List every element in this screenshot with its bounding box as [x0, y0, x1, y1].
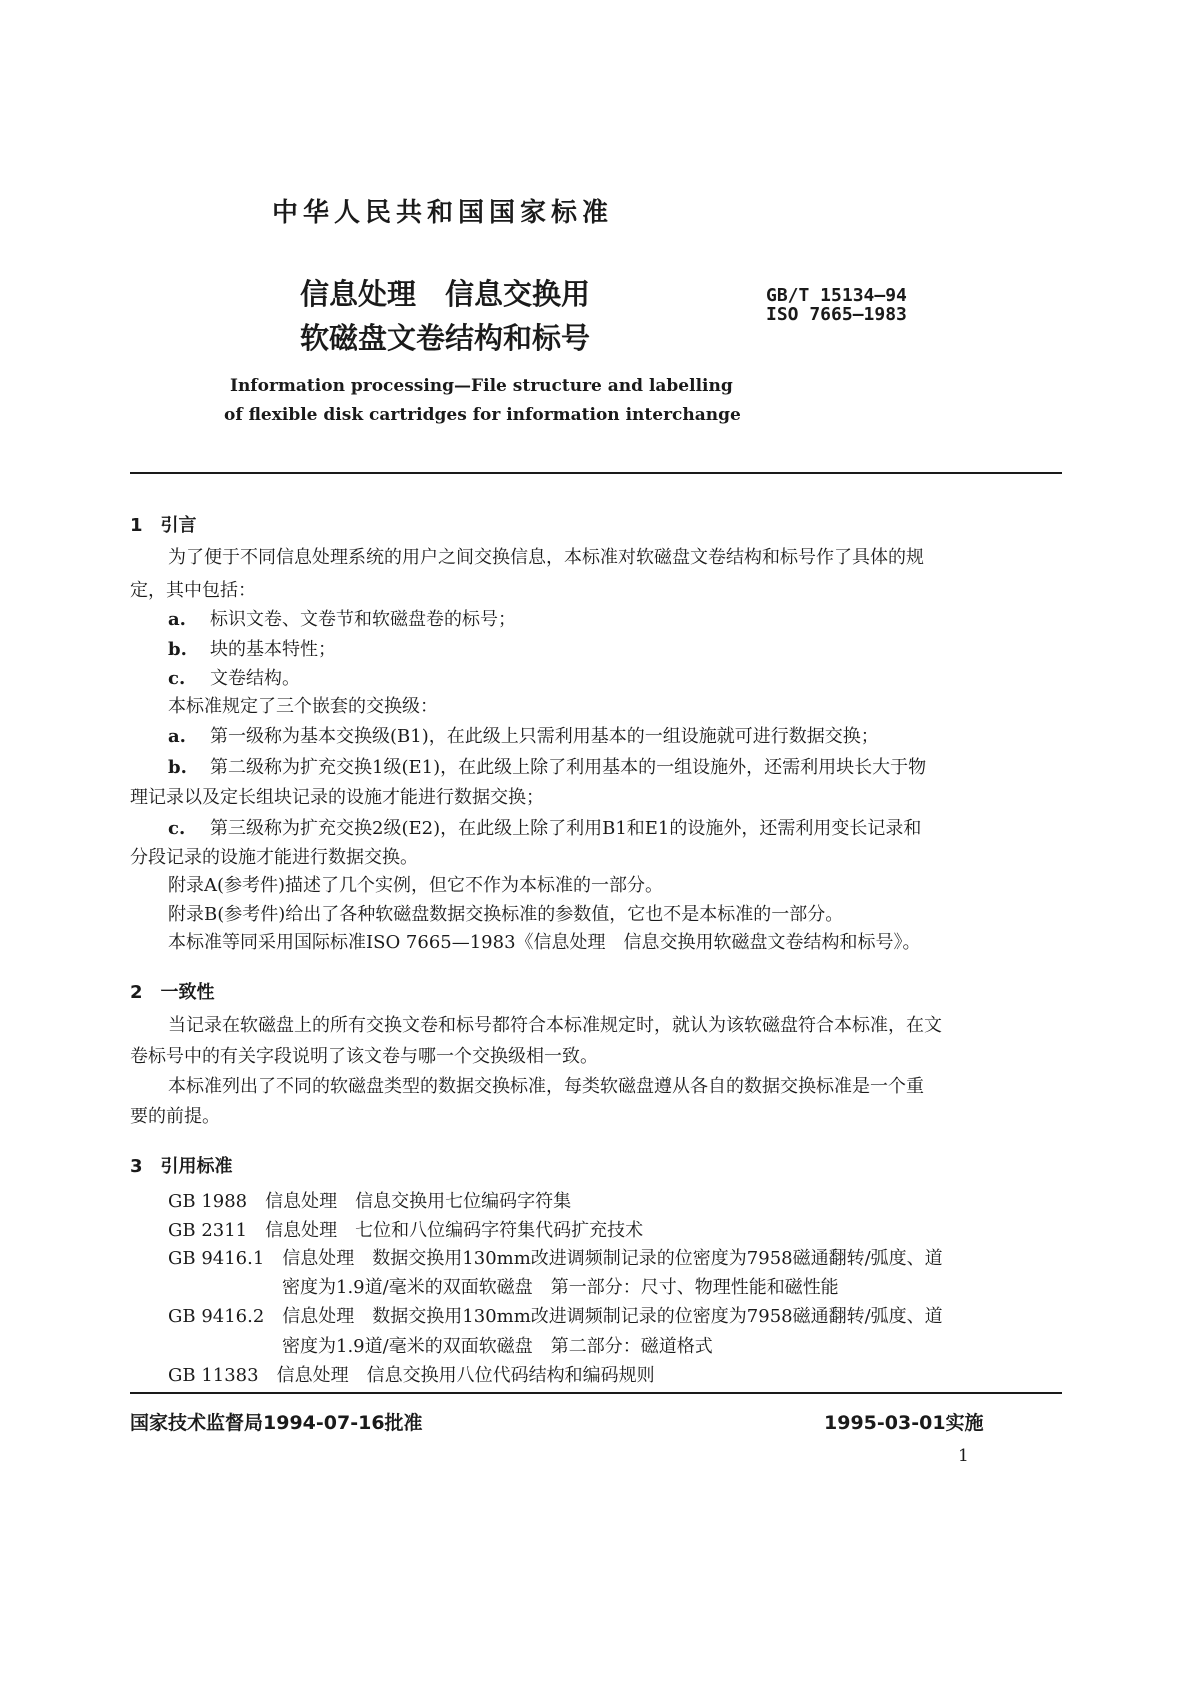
- level-b-label: b.: [168, 757, 187, 778]
- reference-item-continuation: 密度为1.9道/毫米的双面软磁盘 第二部分：磁道格式: [282, 1336, 713, 1357]
- top-divider: [130, 472, 1062, 474]
- section-2-p1-line-1: 当记录在软磁盘上的所有交换文卷和标号都符合本标准规定时，就认为该软磁盘符合本标准，在文: [168, 1015, 942, 1036]
- bottom-divider: [130, 1392, 1062, 1394]
- section-2-heading: 2 一致性: [130, 982, 215, 1003]
- level-c-text: 第三级称为扩充交换2级(E2)，在此级上除了利用B1和E1的设施外，还需利用变长记录和: [210, 818, 922, 839]
- reference-item: GB 1988 信息处理 信息交换用七位编码字符集: [168, 1191, 572, 1212]
- page-number: 1: [958, 1446, 969, 1466]
- appendix-b-note: 附录B(参考件)给出了各种软磁盘数据交换标准的参数值，它也不是本标准的一部分。: [168, 904, 844, 925]
- levels-intro: 本标准规定了三个嵌套的交换级：: [168, 696, 438, 717]
- section-1-heading: 1 引言: [130, 515, 197, 536]
- section-1-intro-line-2: 定，其中包括：: [130, 580, 256, 601]
- list-item-label: b.: [168, 639, 187, 660]
- section-2-p2-line-1: 本标准列出了不同的软磁盘类型的数据交换标准，每类软磁盘遵从各自的数据交换标准是一个重: [168, 1076, 924, 1097]
- list-item: [168, 611, 516, 629]
- level-a-text: 第一级称为基本交换级(B1)，在此级上只需利用基本的一组设施就可进行数据交换；: [210, 726, 879, 747]
- level-b-continuation: 理记录以及定长组块记录的设施才能进行数据交换；: [130, 787, 544, 808]
- standard-code-gb: GB/T 15134—94: [766, 285, 907, 306]
- standard-code-iso: ISO 7665—1983: [766, 304, 907, 325]
- title-line-2: 软磁盘文卷结构和标号: [300, 321, 591, 355]
- section-3-heading: 3 引用标准: [130, 1156, 233, 1177]
- effective-date: 1995-03-01实施: [824, 1412, 984, 1434]
- reference-item: GB 9416.2 信息处理 数据交换用130mm改进调频制记录的位密度为7958磁通翻转/弧度、道: [168, 1306, 943, 1327]
- equivalence-note: 本标准等同采用国际标准ISO 7665—1983《信息处理 信息交换用软磁盘文卷结构和标号》。: [168, 932, 921, 953]
- reference-item: GB 9416.1 信息处理 数据交换用130mm改进调频制记录的位密度为7958磁通翻转/弧度、道: [168, 1248, 943, 1269]
- section-2-p1-line-2: 卷标号中的有关字段说明了该文卷与哪一个交换级相一致。: [130, 1046, 598, 1067]
- section-1-intro-line-1: 为了便于不同信息处理系统的用户之间交换信息，本标准对软磁盘文卷结构和标号作了具体的规: [168, 547, 924, 568]
- section-2-p2-line-2: 要的前提。: [130, 1106, 220, 1127]
- list-item-text: 块的基本特性；: [210, 639, 336, 660]
- english-title-line-1: Information processing—File structure and labelling: [230, 376, 733, 396]
- approval-line: 国家技术监督局1994-07-16批准: [130, 1412, 423, 1434]
- english-title-line-2: of flexible disk cartridges for information interchange: [224, 405, 741, 425]
- list-item-label: c.: [168, 668, 186, 689]
- level-c-label: c.: [168, 818, 186, 839]
- title-line-1: 信息处理 信息交换用: [300, 277, 591, 311]
- list-item: [168, 641, 336, 659]
- level-c: [168, 820, 921, 838]
- reference-item: GB 2311 信息处理 七位和八位编码字符集代码扩充技术: [168, 1220, 644, 1241]
- list-item: [168, 670, 300, 688]
- level-a: [168, 728, 879, 746]
- national-standard-heading: 中华人民共和国国家标准: [272, 198, 614, 228]
- appendix-a-note: 附录A(参考件)描述了几个实例，但它不作为本标准的一部分。: [168, 875, 664, 896]
- list-item-label: a.: [168, 609, 186, 630]
- list-item-text: 文卷结构。: [210, 668, 300, 689]
- list-item-text: 标识文卷、文卷节和软磁盘卷的标号；: [210, 609, 516, 630]
- level-b: [168, 759, 926, 777]
- reference-item-continuation: 密度为1.9道/毫米的双面软磁盘 第一部分：尺寸、物理性能和磁性能: [282, 1277, 839, 1298]
- level-a-label: a.: [168, 726, 186, 747]
- level-c-continuation: 分段记录的设施才能进行数据交换。: [130, 847, 418, 868]
- reference-item: GB 11383 信息处理 信息交换用八位代码结构和编码规则: [168, 1365, 655, 1386]
- level-b-text: 第二级称为扩充交换1级(E1)，在此级上除了利用基本的一组设施外，还需利用块长大于物: [210, 757, 927, 778]
